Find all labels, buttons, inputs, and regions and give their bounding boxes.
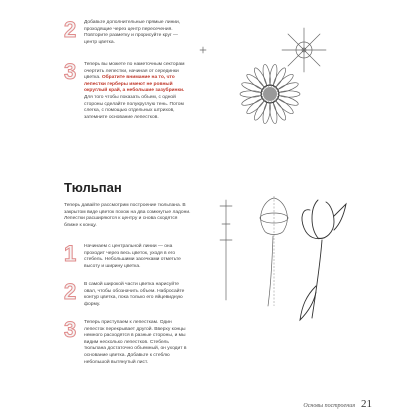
step-text: В самой широкой части цветка нарисуйте овал, чтобы обозначить объем. Набросайте контур цветка, пока только его яйцевидную форму.: [84, 282, 185, 307]
tulip-step-2: [64, 279, 194, 308]
step-number: 2: [64, 279, 77, 304]
section-intro: Теперь давайте рассмотрим построение тюльпана. В закрытом виде цветок похож на два сомкнутые ладони. Лепестки расширяются к центру и снова сходятся ближе к концу.: [64, 203, 191, 228]
page-footer: [303, 398, 372, 410]
step-number: 2: [64, 17, 77, 42]
step-text: Начинаем с центральной линии — она проходит через весь цветок, уходя в его стебель. Небольшими засечками отметьте высоту и ширину цветка.: [84, 244, 181, 269]
step-text-plain: Теперь вы можете по наметочным секторам очертить лепестки, начиная от серединки цветка.: [84, 62, 185, 81]
gerbera-step-3: [64, 59, 194, 121]
page-number: 21: [361, 398, 372, 410]
step-number: 1: [64, 241, 77, 266]
step-number: 3: [64, 59, 77, 84]
section-title: Тюльпан: [64, 180, 122, 195]
tulip-step-1: [64, 241, 194, 270]
tulip-step-3: [64, 317, 194, 366]
gerbera-guide-sketch: [200, 14, 330, 64]
petal: [240, 91, 262, 97]
step-text: Теперь приступаем к лепесткам. Один лепесток перекрывает другой. Вверху концы немного расходятся в разные стороны, и мы видим несколько лепестков. Стебель тюльпана достаточно объемный, он уходит в основание цветка. Добавьте к стеблю небольшой вытянутый лист.: [84, 320, 187, 365]
step-text: Добавьте дополнительные прямые линии, проходящие через центр пересечения. Повторите разметку и прорисуйте круг — центр цветка.: [84, 20, 181, 45]
gerbera-flower-sketch: [238, 62, 308, 132]
petal: [278, 91, 300, 97]
step-number: 3: [64, 317, 77, 342]
tulip-sketches: [206, 196, 386, 356]
gerbera-step-2: [64, 17, 194, 46]
footer-title: Основы построения: [303, 403, 355, 409]
step-text-highlight: Обратите внимание на то, что лепестки герберы имеют не ровный округлый край, а небольшие зазубринки.: [84, 75, 185, 94]
step-text: [84, 62, 188, 121]
step-text-plain-end: Для того чтобы показать объем, с одной стороны сделайте полукруглую тень. Потом слегка, с помощью отдельных штрихов, затемните основание лепестков.: [84, 94, 184, 120]
